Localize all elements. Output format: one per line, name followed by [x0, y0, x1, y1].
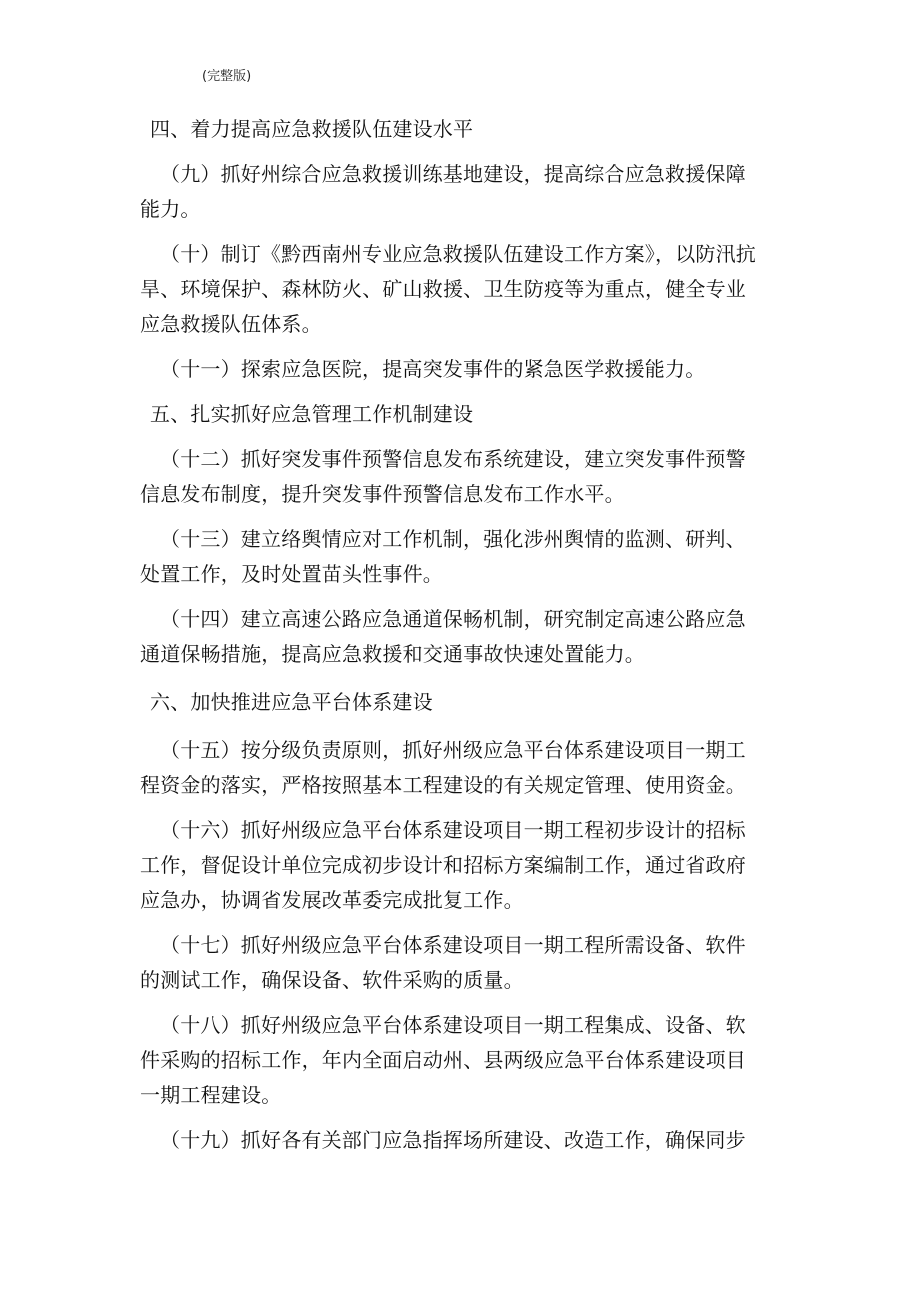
paragraph-10-line-3: 应急救援队伍体系。 [140, 312, 322, 336]
paragraph-13-line-1: （十三）建立络舆情应对工作机制，强化涉州舆情的监测、研判、 [160, 527, 746, 551]
section-heading-5: 五、扎实抓好应急管理工作机制建设 [150, 402, 474, 426]
paragraph-16-line-3: 应急办，协调省发展改革委完成批复工作。 [140, 888, 524, 912]
header-note: (完整版) [202, 69, 252, 84]
section-heading-6: 六、加快推进应急平台体系建设 [150, 690, 433, 714]
paragraph-17-line-1: （十七）抓好州级应急平台体系建设项目一期工程所需设备、软件 [160, 933, 746, 957]
paragraph-18-line-3: 一期工程建设。 [140, 1083, 282, 1107]
paragraph-10-line-2: 旱、环境保护、森林防火、矿山救援、卫生防疫等为重点，健全专业 [140, 277, 746, 301]
paragraph-12-line-2: 信息发布制度，提升突发事件预警信息发布工作水平。 [140, 482, 625, 506]
document-body [140, 112, 790, 1158]
paragraph-16-line-1: （十六）抓好州级应急平台体系建设项目一期工程初步设计的招标 [160, 818, 746, 842]
paragraph-14-line-1: （十四）建立高速公路应急通道保畅机制，研究制定高速公路应急 [160, 607, 746, 631]
section-heading-4: 四、着力提高应急救援队伍建设水平 [150, 117, 474, 141]
paragraph-18-line-1: （十八）抓好州级应急平台体系建设项目一期工程集成、设备、软 [160, 1013, 746, 1037]
paragraph-12-line-1: （十二）抓好突发事件预警信息发布系统建设，建立突发事件预警 [160, 447, 746, 471]
paragraph-15-line-2: 程资金的落实，严格按照基本工程建设的有关规定管理、使用资金。 [140, 773, 746, 797]
paragraph-18-line-2: 件采购的招标工作，年内全面启动州、县两级应急平台体系建设项目 [140, 1048, 746, 1072]
paragraph-13-line-2: 处置工作，及时处置苗头性事件。 [140, 562, 443, 586]
paragraph-9-line-1: （九）抓好州综合应急救援训练基地建设，提高综合应急救援保障 [160, 162, 746, 186]
paragraph-16-line-2: 工作，督促设计单位完成初步设计和招标方案编制工作，通过省政府 [140, 853, 746, 877]
paragraph-9-line-2: 能力。 [140, 197, 201, 221]
paragraph-14-line-2: 通道保畅措施，提高应急救援和交通事故快速处置能力。 [140, 642, 645, 666]
paragraph-19-line-1: （十九）抓好各有关部门应急指挥场所建设、改造工作，确保同步 [160, 1128, 746, 1152]
paragraph-15-line-1: （十五）按分级负责原则，抓好州级应急平台体系建设项目一期工 [160, 738, 746, 762]
paragraph-17-line-2: 的测试工作，确保设备、软件采购的质量。 [140, 968, 524, 992]
paragraph-10-line-1: （十）制订《黔西南州专业应急救援队伍建设工作方案》，以防汛抗 [160, 242, 756, 266]
paragraph-11-line-1: （十一）探索应急医院，提高突发事件的紧急医学救援能力。 [160, 357, 706, 381]
